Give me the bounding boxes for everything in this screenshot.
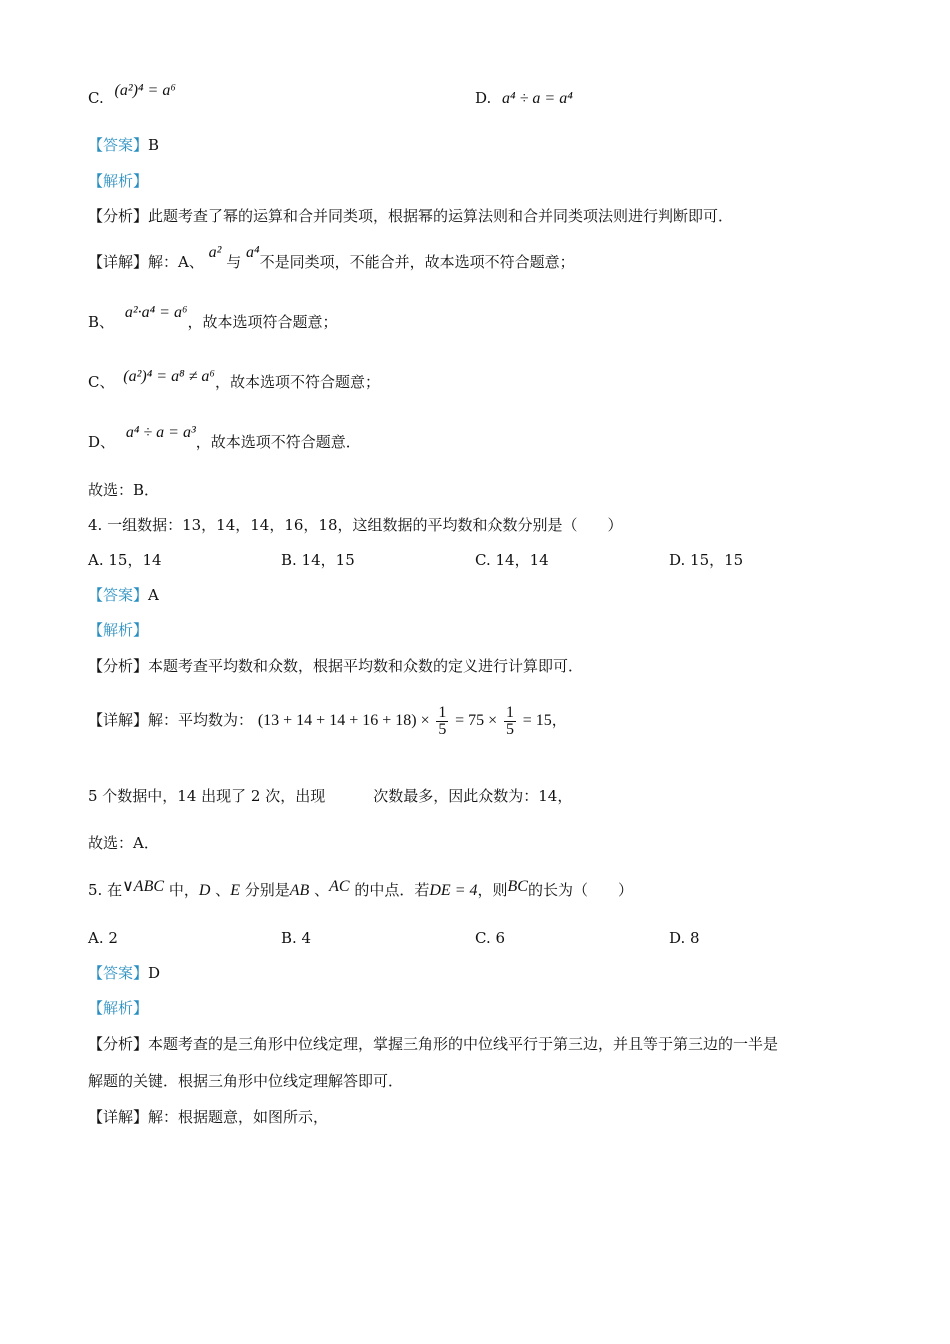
q4-xiangjie: 【详解】解：平均数为： (13 + 14 + 14 + 16 + 18) × $\frac{1}{5}$ = 75 × $\frac{1}{5}$ = 15， bbox=[88, 703, 567, 738]
q5-fenxi-line1: 【分析】本题考查的是三角形中位线定理，掌握三角形的中位线平行于第三边，并且等于第三边的一半是 bbox=[88, 1035, 779, 1053]
q5-fenxi-line2: 解题的关键．根据三角形中位线定理解答即可． bbox=[88, 1072, 404, 1090]
q5-option-c: C. 6 bbox=[475, 929, 506, 947]
q4-frac-2: $\frac{1}{5}$ bbox=[505, 703, 514, 738]
q5-option-d: D. 8 bbox=[669, 929, 700, 947]
q5-option-a: A. 2 bbox=[88, 929, 118, 947]
q4-guxuan: 故选：A． bbox=[88, 834, 159, 852]
q3-option-c-expr: (a²)⁴ = a⁶ bbox=[114, 82, 176, 99]
q3-xiangjie-b: B、 a²·a⁴ = a⁶，故本选项符合题意； bbox=[88, 304, 338, 331]
q3-xiangjie-d: D、 a⁴ ÷ a = a³，故本选项不符合题意． bbox=[88, 424, 361, 451]
q3-xiangjie-a: 【详解】解：A、 a² 与 a⁴不是同类项，不能合并，故本选项不符合题意； bbox=[88, 244, 575, 271]
q4-fenxi: 【分析】本题考查平均数和众数，根据平均数和众数的定义进行计算即可． bbox=[88, 657, 584, 675]
q5-stem: 5. 在∨ABC 中，D 、E 分别是AB 、AC 的中点．若DE = 4，则BC的长为（ ） bbox=[88, 878, 633, 899]
q4-mean-expr-left: (13 + 14 + 14 + 16 + 18) × bbox=[257, 712, 430, 729]
q3-xiangjie-c: C、 (a²)⁴ = a⁸ ≠ a⁶，故本选项不符合题意； bbox=[88, 368, 380, 391]
q4-option-b: B. 14，15 bbox=[281, 551, 355, 569]
q4-stem: 4. 一组数据：13，14，14，16，18，这组数据的平均数和众数分别是（ ） bbox=[88, 516, 623, 534]
q4-option-c: C. 14，14 bbox=[475, 551, 549, 569]
q4-answer: 【答案】A bbox=[88, 586, 159, 604]
q3-answer: 【答案】B bbox=[88, 136, 160, 154]
q4-jiexi-tag: 【解析】 bbox=[88, 621, 149, 639]
q3-jiexi-tag: 【解析】 bbox=[88, 172, 149, 190]
q5-option-b: B. 4 bbox=[281, 929, 312, 947]
q3-fenxi: 【分析】此题考查了幂的运算和合并同类项，根据幂的运算法则和合并同类项法则进行判断即可． bbox=[88, 207, 734, 225]
q5-jiexi-tag: 【解析】 bbox=[88, 999, 149, 1017]
q4-mode-line: 5 个数据中，14 出现了 2 次，出现 次数最多，因此众数为：14， bbox=[88, 787, 573, 805]
q4-option-d: D. 15，15 bbox=[669, 551, 744, 569]
q3-option-d: D. a⁴ ÷ a = a⁴ bbox=[475, 89, 573, 107]
q5-xiangjie: 【详解】解：根据题意，如图所示， bbox=[88, 1108, 329, 1126]
q4-option-a: A. 15，14 bbox=[88, 551, 162, 569]
q5-answer: 【答案】D bbox=[88, 964, 161, 982]
q3-guxuan: 故选：B． bbox=[88, 481, 160, 499]
q3-option-d-expr: a⁴ ÷ a = a⁴ bbox=[502, 90, 573, 107]
q4-frac-1: $\frac{1}{5}$ bbox=[438, 703, 447, 738]
q3-option-c: C. (a²)⁴ = a⁶ bbox=[88, 82, 176, 107]
